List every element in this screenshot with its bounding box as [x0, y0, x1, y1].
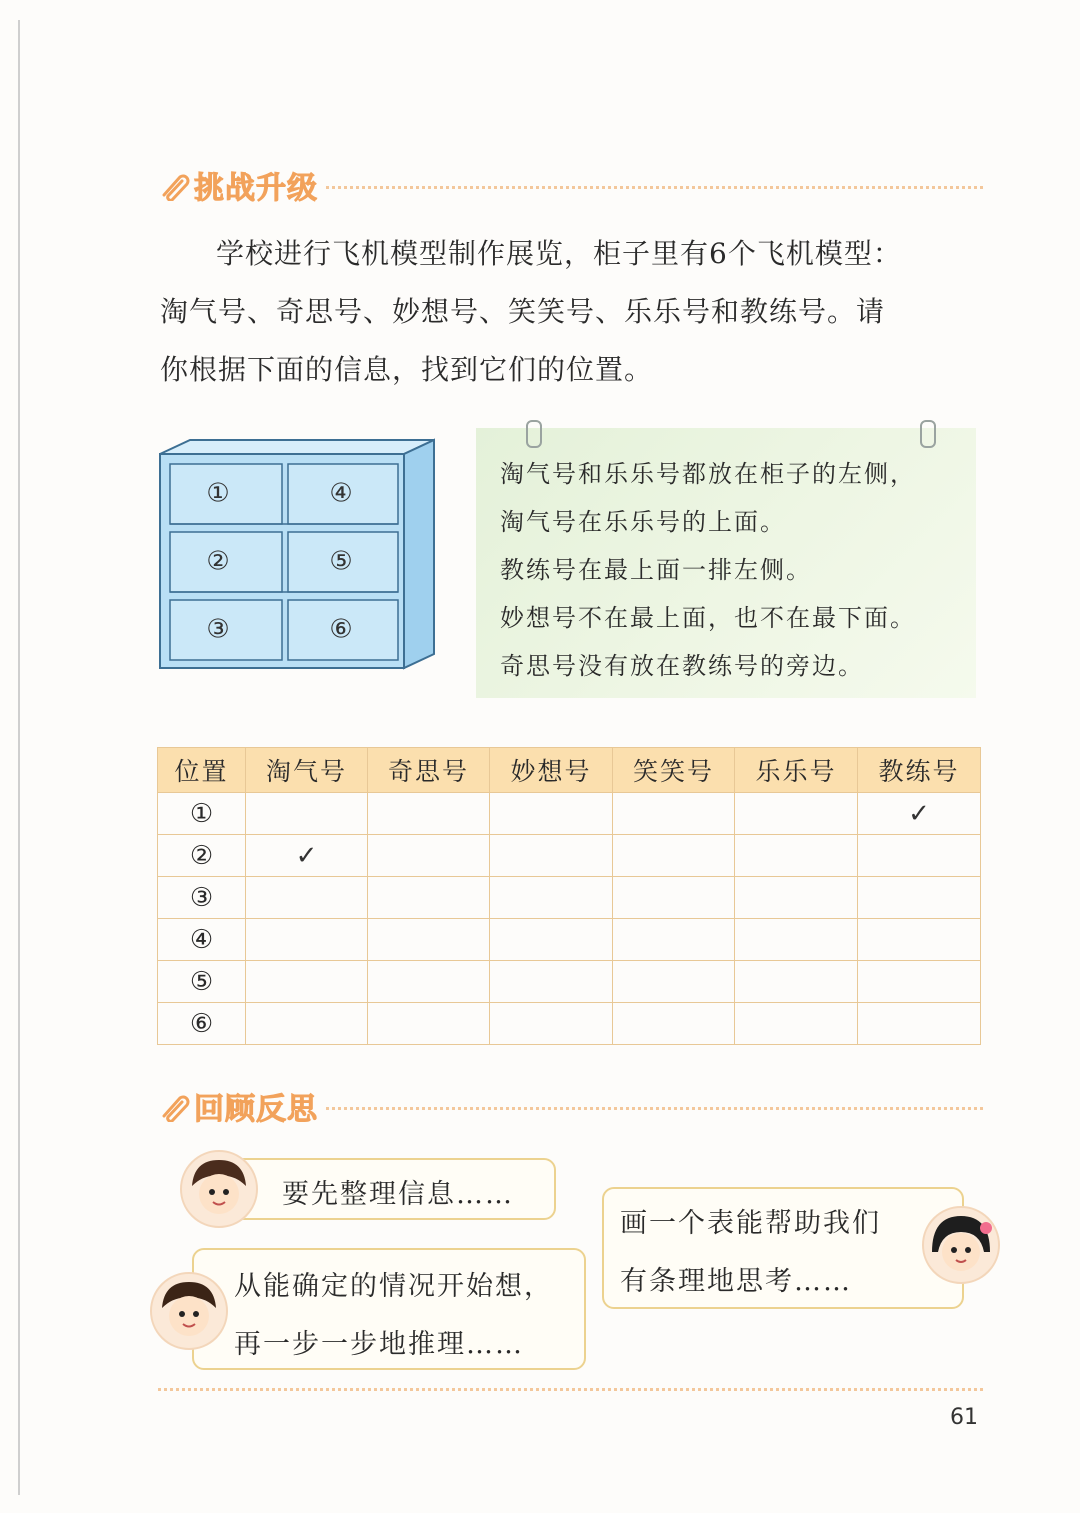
- section-divider: [326, 1107, 983, 1110]
- speech-bubble-1: [232, 1158, 556, 1220]
- section-title: 挑战升级: [194, 171, 318, 206]
- table-cell[interactable]: [613, 835, 735, 877]
- table-cell[interactable]: [735, 877, 858, 919]
- problem-statement: [160, 225, 985, 399]
- page-margin-line: [18, 20, 20, 1495]
- cabinet-slot-2: ②: [206, 546, 230, 577]
- cabinet-slot-5: ⑤: [329, 546, 353, 577]
- table-cell[interactable]: [490, 919, 613, 961]
- table-cell[interactable]: [246, 1003, 368, 1045]
- cabinet-illustration: [158, 436, 438, 676]
- table-cell: ③: [158, 877, 246, 919]
- table-cell[interactable]: [368, 1003, 490, 1045]
- paperclip-icon: [526, 420, 542, 448]
- section-header-review: [158, 1086, 983, 1126]
- boy-avatar: [180, 1150, 258, 1228]
- table-cell[interactable]: [735, 919, 858, 961]
- header-position: 位置: [158, 748, 246, 793]
- table-cell[interactable]: [246, 877, 368, 919]
- table-cell[interactable]: [490, 835, 613, 877]
- table-cell[interactable]: [735, 1003, 858, 1045]
- cabinet-slot-1: ①: [206, 478, 230, 509]
- girl-face-icon: [924, 1208, 998, 1282]
- table-cell[interactable]: [858, 1003, 981, 1045]
- table-row: [158, 961, 981, 1003]
- table-cell[interactable]: [368, 793, 490, 835]
- table-cell[interactable]: [735, 835, 858, 877]
- clue-5: 奇思号没有放在教练号的旁边。: [500, 652, 864, 680]
- header-taoqi: 淘气号: [246, 748, 368, 793]
- table-cell[interactable]: [368, 877, 490, 919]
- table-cell[interactable]: [613, 919, 735, 961]
- clue-2: 淘气号在乐乐号的上面。: [500, 508, 786, 536]
- table-cell[interactable]: [858, 961, 981, 1003]
- cabinet-slot-3: ③: [206, 614, 230, 645]
- clue-3: 教练号在最上面一排左侧。: [500, 556, 812, 584]
- table-cell[interactable]: [246, 919, 368, 961]
- header-lele: 乐乐号: [735, 748, 858, 793]
- bubble-text: 有条理地思考……: [620, 1266, 852, 1297]
- boy-face-icon: [182, 1152, 256, 1226]
- header-miaoxiang: 妙想号: [490, 748, 613, 793]
- boy-avatar: [150, 1272, 228, 1350]
- table-cell[interactable]: [368, 919, 490, 961]
- clue-4: 妙想号不在最上面，也不在最下面。: [500, 604, 916, 632]
- page-number: 61: [950, 1405, 978, 1430]
- table-cell[interactable]: [858, 919, 981, 961]
- table-cell[interactable]: [490, 793, 613, 835]
- table-row: [158, 793, 981, 835]
- position-table: [157, 747, 981, 1045]
- paperclip-icon: [158, 1090, 192, 1122]
- table-cell[interactable]: [490, 961, 613, 1003]
- girl-avatar: [922, 1206, 1000, 1284]
- table-cell[interactable]: [735, 793, 858, 835]
- paperclip-icon: [158, 169, 192, 201]
- header-qisi: 奇思号: [368, 748, 490, 793]
- speech-bubble-2: [192, 1248, 586, 1370]
- table-cell: ④: [158, 919, 246, 961]
- section-title: 回顾反思: [194, 1092, 318, 1127]
- table-cell[interactable]: [858, 877, 981, 919]
- table-cell[interactable]: [368, 961, 490, 1003]
- bubble-text: 画一个表能帮助我们: [620, 1208, 881, 1239]
- table-cell[interactable]: [246, 793, 368, 835]
- table-cell[interactable]: ✓: [858, 793, 981, 835]
- table-cell[interactable]: ✓: [246, 835, 368, 877]
- table-cell: ①: [158, 793, 246, 835]
- table-row: [158, 835, 981, 877]
- bubble-text: 再一步一步地推理……: [234, 1329, 524, 1360]
- table-cell[interactable]: [613, 877, 735, 919]
- table-cell[interactable]: [613, 793, 735, 835]
- table-row: [158, 877, 981, 919]
- header-xiaoxiao: 笑笑号: [613, 748, 735, 793]
- table-cell[interactable]: [613, 961, 735, 1003]
- clue-note: [476, 428, 976, 698]
- table-cell[interactable]: [246, 961, 368, 1003]
- bubble-text: 从能确定的情况开始想，: [234, 1271, 553, 1302]
- section-header-challenge: [158, 165, 983, 205]
- table-header-row: [158, 748, 981, 793]
- intro-line-3: 你根据下面的信息，找到它们的位置。: [160, 353, 654, 386]
- table-cell: ⑥: [158, 1003, 246, 1045]
- table-cell[interactable]: [490, 877, 613, 919]
- table-cell[interactable]: [368, 835, 490, 877]
- bubble-text: 要先整理信息……: [282, 1179, 514, 1210]
- table-cell[interactable]: [613, 1003, 735, 1045]
- intro-line-1: 学校进行飞机模型制作展览，柜子里有6个飞机模型：: [216, 237, 902, 270]
- boy-face-icon: [152, 1274, 226, 1348]
- table-cell: ⑤: [158, 961, 246, 1003]
- footer-divider: [158, 1388, 983, 1391]
- header-jiaolian: 教练号: [858, 748, 981, 793]
- section-divider: [326, 186, 983, 189]
- speech-bubble-3: [602, 1187, 964, 1309]
- intro-line-2: 淘气号、奇思号、妙想号、笑笑号、乐乐号和教练号。请: [160, 295, 886, 328]
- table-row: [158, 1003, 981, 1045]
- table-cell[interactable]: [858, 835, 981, 877]
- table-row: [158, 919, 981, 961]
- table-cell: ②: [158, 835, 246, 877]
- clue-1: 淘气号和乐乐号都放在柜子的左侧，: [500, 460, 916, 488]
- table-cell[interactable]: [735, 961, 858, 1003]
- paperclip-icon: [920, 420, 936, 448]
- table-cell[interactable]: [490, 1003, 613, 1045]
- cabinet-slot-4: ④: [329, 478, 353, 509]
- cabinet-slot-6: ⑥: [329, 614, 353, 645]
